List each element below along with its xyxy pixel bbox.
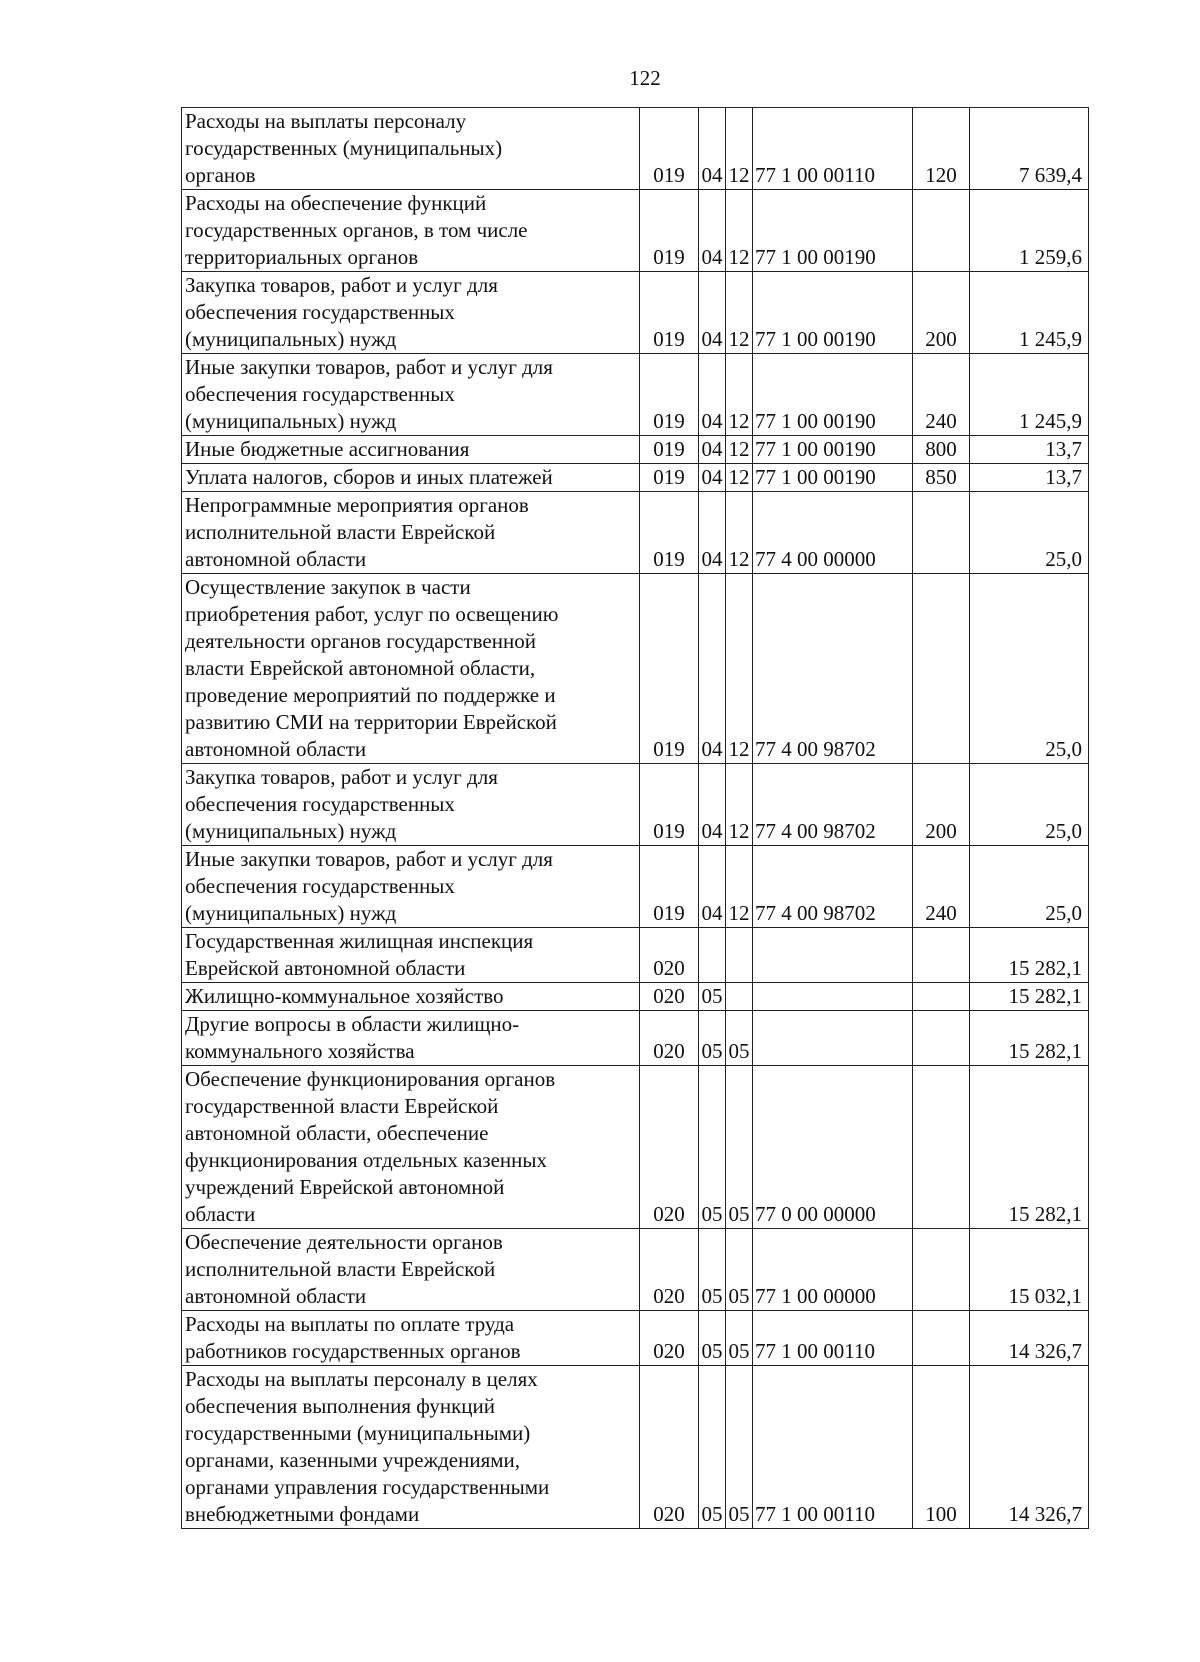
expense-type-code: 800 (913, 436, 970, 464)
table-row (182, 1066, 1089, 1229)
ved-code: 019 (640, 272, 699, 354)
section-code: 05 (699, 1366, 726, 1529)
ved-code: 020 (640, 1366, 699, 1529)
table-row (182, 436, 1089, 464)
subsection-code: 12 (726, 492, 753, 574)
row-name: Уплата налогов, сборов и иных платежей (182, 464, 640, 492)
section-code: 04 (699, 574, 726, 764)
target-article-code: 77 4 00 98702 (753, 574, 913, 764)
expense-type-code: 850 (913, 464, 970, 492)
amount: 1 259,6 (970, 190, 1089, 272)
row-name: Иные бюджетные ассигнования (182, 436, 640, 464)
section-code: 05 (699, 1229, 726, 1311)
table-row (182, 1229, 1089, 1311)
ved-code: 019 (640, 436, 699, 464)
amount: 25,0 (970, 574, 1089, 764)
row-name: Государственная жилищная инспекция Еврейской автономной области (182, 928, 640, 983)
subsection-code: 12 (726, 190, 753, 272)
target-article-code: 77 1 00 00000 (753, 1229, 913, 1311)
amount: 14 326,7 (970, 1366, 1089, 1529)
subsection-code: 05 (726, 1066, 753, 1229)
amount: 25,0 (970, 764, 1089, 846)
table-row (182, 190, 1089, 272)
ved-code: 020 (640, 1066, 699, 1229)
expense-type-code: 120 (913, 108, 970, 190)
section-code: 04 (699, 108, 726, 190)
amount: 13,7 (970, 464, 1089, 492)
amount: 15 282,1 (970, 928, 1089, 983)
row-name: Расходы на выплаты персоналу государственных (муниципальных) органов (182, 108, 640, 190)
table-row (182, 846, 1089, 928)
expense-type-code (913, 190, 970, 272)
expense-type-code: 200 (913, 764, 970, 846)
section-code: 04 (699, 492, 726, 574)
subsection-code: 12 (726, 436, 753, 464)
ved-code: 019 (640, 492, 699, 574)
expense-type-code (913, 574, 970, 764)
expense-type-code (913, 1066, 970, 1229)
amount: 1 245,9 (970, 354, 1089, 436)
row-name: Жилищно-коммунальное хозяйство (182, 983, 640, 1011)
ved-code: 019 (640, 764, 699, 846)
row-name: Иные закупки товаров, работ и услуг для обеспечения государственных (муниципальных) нужд (182, 846, 640, 928)
expense-type-code: 100 (913, 1366, 970, 1529)
table-row (182, 108, 1089, 190)
amount: 14 326,7 (970, 1311, 1089, 1366)
target-article-code: 77 1 00 00110 (753, 1311, 913, 1366)
expense-type-code (913, 1229, 970, 1311)
expense-type-code: 200 (913, 272, 970, 354)
target-article-code: 77 1 00 00190 (753, 354, 913, 436)
amount: 15 282,1 (970, 1011, 1089, 1066)
budget-table (181, 107, 1089, 1529)
expense-type-code (913, 983, 970, 1011)
ved-code: 020 (640, 1011, 699, 1066)
amount: 15 032,1 (970, 1229, 1089, 1311)
section-code: 04 (699, 354, 726, 436)
target-article-code (753, 983, 913, 1011)
ved-code: 019 (640, 846, 699, 928)
row-name: Обеспечение функционирования органов государственной власти Еврейской автономной области, обеспечение функционирования отдельных казенных учреждений Еврейской автономной области (182, 1066, 640, 1229)
amount: 25,0 (970, 492, 1089, 574)
row-name: Иные закупки товаров, работ и услуг для обеспечения государственных (муниципальных) нужд (182, 354, 640, 436)
amount: 13,7 (970, 436, 1089, 464)
amount: 7 639,4 (970, 108, 1089, 190)
expense-type-code (913, 1311, 970, 1366)
table-row (182, 354, 1089, 436)
section-code: 04 (699, 464, 726, 492)
target-article-code: 77 1 00 00110 (753, 108, 913, 190)
row-name: Расходы на выплаты по оплате труда работников государственных органов (182, 1311, 640, 1366)
section-code: 05 (699, 983, 726, 1011)
target-article-code: 77 1 00 00190 (753, 436, 913, 464)
section-code: 05 (699, 1011, 726, 1066)
ved-code: 020 (640, 983, 699, 1011)
expense-type-code (913, 492, 970, 574)
target-article-code: 77 1 00 00110 (753, 1366, 913, 1529)
subsection-code: 12 (726, 272, 753, 354)
table-row (182, 983, 1089, 1011)
target-article-code: 77 4 00 98702 (753, 846, 913, 928)
target-article-code: 77 0 00 00000 (753, 1066, 913, 1229)
amount: 15 282,1 (970, 983, 1089, 1011)
subsection-code: 05 (726, 1229, 753, 1311)
section-code: 04 (699, 764, 726, 846)
target-article-code (753, 928, 913, 983)
expense-type-code (913, 1011, 970, 1066)
subsection-code: 05 (726, 1311, 753, 1366)
amount: 1 245,9 (970, 272, 1089, 354)
row-name: Расходы на выплаты персоналу в целях обеспечения выполнения функций государственными (муниципальными) органами, казенными учреждениями, органами управления государственными внебюджетными фондами (182, 1366, 640, 1529)
row-name: Непрограммные мероприятия органов исполнительной власти Еврейской автономной области (182, 492, 640, 574)
table-row (182, 1011, 1089, 1066)
section-code: 05 (699, 1066, 726, 1229)
table-row (182, 1311, 1089, 1366)
page-number: 122 (629, 66, 661, 90)
ved-code: 019 (640, 190, 699, 272)
target-article-code: 77 4 00 98702 (753, 764, 913, 846)
ved-code: 020 (640, 928, 699, 983)
table-row (182, 492, 1089, 574)
subsection-code: 12 (726, 464, 753, 492)
ved-code: 019 (640, 574, 699, 764)
subsection-code (726, 928, 753, 983)
subsection-code: 05 (726, 1366, 753, 1529)
ved-code: 019 (640, 108, 699, 190)
expense-type-code: 240 (913, 846, 970, 928)
target-article-code (753, 1011, 913, 1066)
ved-code: 019 (640, 354, 699, 436)
section-code (699, 928, 726, 983)
amount: 15 282,1 (970, 1066, 1089, 1229)
section-code: 04 (699, 436, 726, 464)
ved-code: 019 (640, 464, 699, 492)
subsection-code (726, 983, 753, 1011)
ved-code: 020 (640, 1229, 699, 1311)
expense-type-code: 240 (913, 354, 970, 436)
target-article-code: 77 4 00 00000 (753, 492, 913, 574)
ved-code: 020 (640, 1311, 699, 1366)
expense-type-code (913, 928, 970, 983)
subsection-code: 12 (726, 764, 753, 846)
table-row (182, 1366, 1089, 1529)
row-name: Другие вопросы в области жилищно- коммунального хозяйства (182, 1011, 640, 1066)
row-name: Закупка товаров, работ и услуг для обеспечения государственных (муниципальных) нужд (182, 764, 640, 846)
table-row (182, 272, 1089, 354)
row-name: Закупка товаров, работ и услуг для обеспечения государственных (муниципальных) нужд (182, 272, 640, 354)
table-row (182, 464, 1089, 492)
subsection-code: 12 (726, 846, 753, 928)
table-row (182, 928, 1089, 983)
row-name: Расходы на обеспечение функций государственных органов, в том числе территориальных органов (182, 190, 640, 272)
target-article-code: 77 1 00 00190 (753, 190, 913, 272)
table-row (182, 764, 1089, 846)
section-code: 05 (699, 1311, 726, 1366)
table-body (182, 108, 1089, 1529)
row-name: Осуществление закупок в части приобретения работ, услуг по освещению деятельности органов государственной власти Еврейской автономной области, проведение мероприятий по поддержке и развитию СМИ на территории Еврейской автономной области (182, 574, 640, 764)
target-article-code: 77 1 00 00190 (753, 272, 913, 354)
subsection-code: 12 (726, 574, 753, 764)
section-code: 04 (699, 846, 726, 928)
row-name: Обеспечение деятельности органов исполнительной власти Еврейской автономной области (182, 1229, 640, 1311)
target-article-code: 77 1 00 00190 (753, 464, 913, 492)
table-row (182, 574, 1089, 764)
section-code: 04 (699, 190, 726, 272)
amount: 25,0 (970, 846, 1089, 928)
subsection-code: 05 (726, 1011, 753, 1066)
subsection-code: 12 (726, 354, 753, 436)
subsection-code: 12 (726, 108, 753, 190)
section-code: 04 (699, 272, 726, 354)
